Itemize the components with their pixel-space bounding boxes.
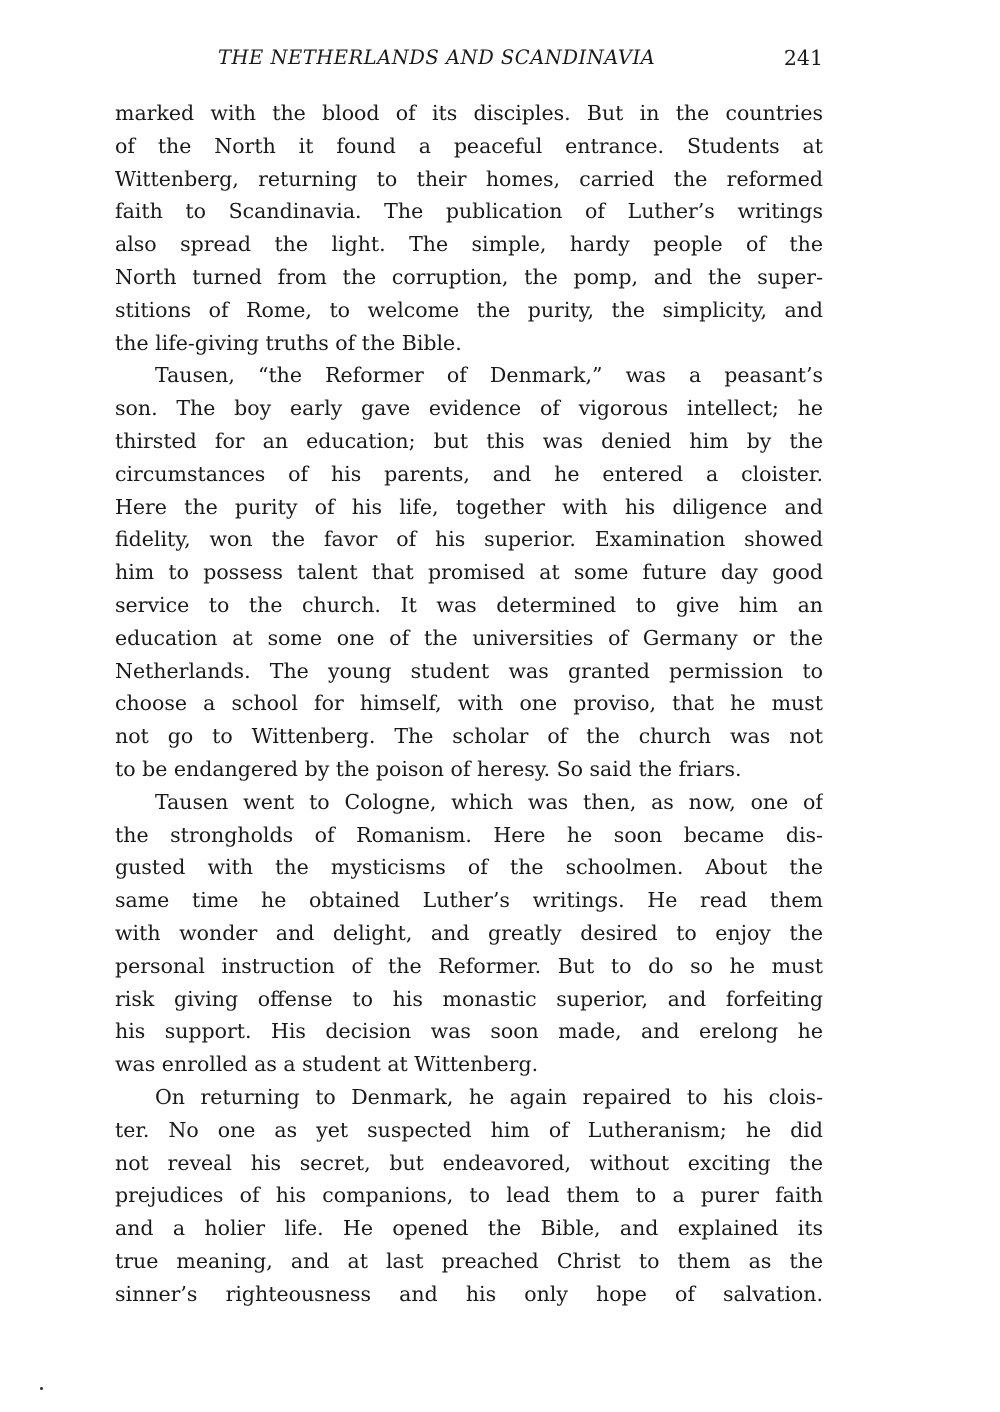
page-number: 241 (783, 46, 823, 70)
text-line: not reveal his secret, but endeavored, without exciting the (115, 1150, 823, 1175)
text-line: stitions of Rome, to welcome the purity, the simplicity, and (115, 297, 823, 322)
text-line: the life-giving truths of the Bible. (115, 330, 462, 355)
text-line: same time he obtained Luther’s writings. He read them (115, 888, 823, 913)
text-line: service to the church. It was determined to give him an (115, 592, 823, 617)
text-line: marked with the blood of its disciples. But in the countries (115, 101, 823, 125)
text-line: to be endangered by the poison of heresy. So said the friars. (115, 756, 742, 781)
text-line: faith to Scandinavia. The publication of Luther’s writings (115, 199, 823, 224)
text-line: gusted with the mysticisms of the schoolmen. About the (115, 855, 823, 880)
text-line: North turned from the corruption, the pomp, and the super- (115, 264, 823, 289)
page-header (115, 46, 823, 78)
paragraph (115, 97, 823, 359)
text-line: son. The boy early gave evidence of vigorous intellect; he (115, 396, 823, 421)
text-line: choose a school for himself, with one proviso, that he must (115, 691, 823, 716)
text-line: of the North it found a peaceful entrance. Students at (115, 133, 823, 158)
running-title: THE NETHERLANDS AND SCANDINAVIA (218, 46, 656, 69)
text-line: with wonder and delight, and greatly desired to enjoy the (115, 920, 823, 945)
scan-speck (40, 1387, 43, 1390)
text-line: Here the purity of his life, together with his diligence and (115, 494, 823, 519)
text-line: circumstances of his parents, and he entered a cloister. (115, 461, 823, 486)
text-line: Tausen went to Cologne, which was then, as now, one of (155, 789, 823, 814)
text-line: Netherlands. The young student was granted permission to (115, 658, 823, 683)
text-line: was enrolled as a student at Wittenberg. (115, 1052, 539, 1077)
text-line: Wittenberg, returning to their homes, carried the reformed (115, 166, 823, 191)
page-body (115, 97, 823, 1310)
text-line: sinner’s righteousness and his only hope of salvation. (115, 1281, 823, 1306)
text-line: risk giving offense to his monastic superior, and forfeiting (115, 986, 823, 1011)
text-line: true meaning, and at last preached Christ to them as the (115, 1248, 823, 1273)
text-line: personal instruction of the Reformer. But to do so he must (115, 953, 823, 978)
text-line: On returning to Denmark, he again repaired to his clois- (155, 1084, 823, 1109)
text-line: his support. His decision was soon made, and erelong he (115, 1019, 823, 1044)
text-line: also spread the light. The simple, hardy people of the (115, 232, 823, 257)
paragraph (115, 786, 823, 1081)
text-line: education at some one of the universities of Germany or the (115, 625, 823, 650)
text-line: fidelity, won the favor of his superior. Examination showed (115, 527, 823, 552)
text-line: and a holier life. He opened the Bible, and explained its (115, 1216, 823, 1241)
text-line: ter. No one as yet suspected him of Lutheranism; he did (115, 1117, 823, 1142)
text-line: him to possess talent that promised at some future day good (115, 560, 823, 585)
paragraph (115, 1081, 823, 1311)
text-line: prejudices of his companions, to lead them to a purer faith (115, 1183, 823, 1208)
text-line: thirsted for an education; but this was denied him by the (115, 428, 823, 453)
text-line: not go to Wittenberg. The scholar of the church was not (115, 724, 823, 749)
text-line: the strongholds of Romanism. Here he soon became dis- (115, 822, 823, 847)
paragraph (115, 359, 823, 785)
text-line: Tausen, “the Reformer of Denmark,” was a peasant’s (155, 363, 823, 388)
